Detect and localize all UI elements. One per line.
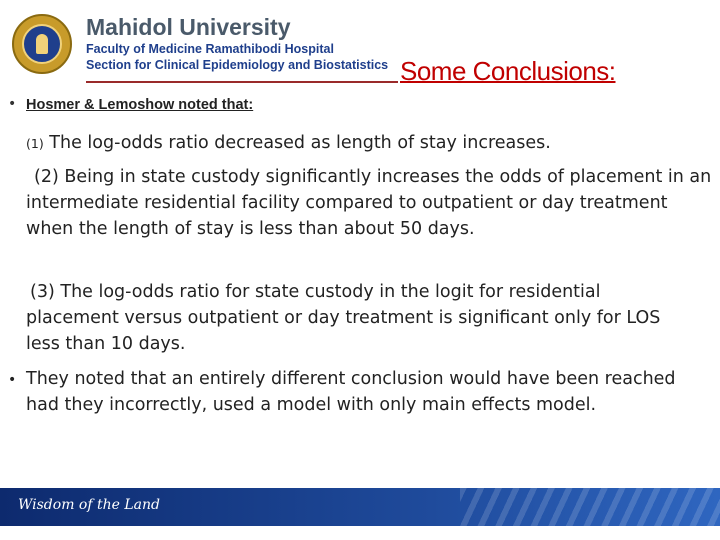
university-seal-icon — [12, 14, 72, 74]
section-name: Section for Clinical Epidemiology and Biostatistics — [86, 58, 389, 72]
conclusion-item-3 — [26, 279, 691, 357]
bullet-2-text: They noted that an entirely different conclusion would have been reached had they incorrectly, used a model with only main effects model. — [26, 369, 676, 415]
footer-decoration — [460, 488, 720, 526]
conclusion-item-2 — [26, 164, 716, 242]
faculty-name: Faculty of Medicine Ramathibodi Hospital — [86, 42, 334, 56]
footer-bar — [0, 488, 720, 526]
header-divider — [86, 81, 398, 83]
item-number: (1) — [26, 136, 44, 151]
footer-motto: Wisdom of the Land — [18, 497, 160, 513]
conclusion-item-1 — [26, 130, 706, 157]
item-number: (3) — [30, 282, 55, 302]
bullet-dot-icon: • — [8, 372, 17, 388]
bullet-1-text: Hosmer & Lemoshow noted that: — [26, 97, 254, 113]
item-text: The log-odds ratio for state custody in the logit for residential placement versus outpatient or day treatment is significant only for LOS less than 10 days. — [26, 282, 661, 354]
item-text: Being in state custody significantly increases the odds of placement in an intermediate residential facility compared to outpatient or day treatment when the length of stay is less than about 50 days. — [26, 167, 712, 239]
slide-header — [0, 0, 720, 96]
slide-title: Some Conclusions: — [400, 56, 616, 86]
university-name: Mahidol University — [86, 14, 291, 40]
bullet-dot-icon: • — [8, 96, 17, 112]
item-number: (2) — [34, 167, 59, 187]
item-text: The log-odds ratio decreased as length of stay increases. — [49, 133, 551, 153]
